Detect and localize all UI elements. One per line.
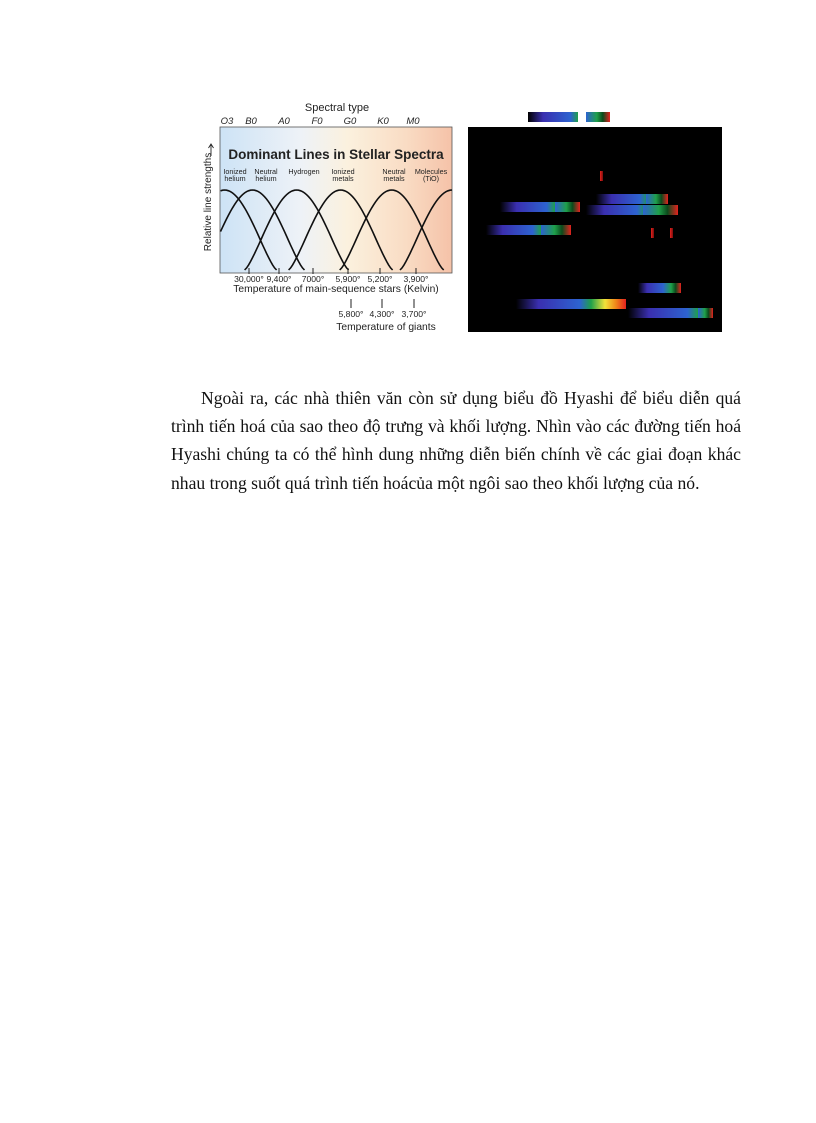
spectrum-band [596,194,648,204]
series-label: Neutral [382,167,406,176]
series-label: Molecules [414,167,448,176]
spectrum-band [541,225,571,235]
series-label-line2: metals [383,174,405,183]
spectral-type-label: K0 [377,116,389,127]
chart-canvas [200,98,458,336]
series-label: Hydrogen [288,167,320,176]
spectrum-band [663,283,681,293]
spectrum-band [698,308,713,318]
stellar-spectra-image [468,127,722,332]
y-axis-label: Relative line strengths [203,152,214,252]
spectrum-band [516,299,591,309]
temperature-label: 30,000° [234,274,264,284]
series-label-line2: metals [332,174,354,183]
spectrum-band [600,171,603,181]
spectrum-band [486,225,541,235]
spectral-type-label: G0 [343,116,357,127]
temperature-label: 3,900° [403,274,429,284]
series-label-line2: (TiO) [422,174,440,183]
series-label-line2: helium [255,174,277,183]
spectral-type-ticks [221,116,421,127]
spectrum-band [586,112,610,122]
giant-temperature-label: 5,800° [338,309,364,319]
x-axis-label: Temperature of main-sequence stars (Kelvin) [233,284,439,295]
spectrum-band [651,228,654,238]
temperature-label: 5,200° [367,274,393,284]
spectrum-band [591,299,626,309]
stellar-spectra-figure [200,98,724,336]
spectrum-band [646,194,668,204]
giant-temperature-label: 3,700° [401,309,427,319]
top-axis-label: Spectral type [304,102,370,114]
body-paragraph: Ngoài ra, các nhà thiên văn còn sử dụng biểu đồ Hyashi để biểu diễn quá trình tiến hoá của sao theo độ trưng và khối lượng. Nhìn vào các đường tiến hoá Hyashi chúng ta có thể hình dung những diễn biến chính về các giai đoạn khác nhau trong suốt quá trình tiến hoácủa một ngôi sao theo khối lượng của nó. [171,387,741,493]
giants-axis-label: Temperature of giants [336,322,436,333]
spectral-type-label: B0 [245,116,257,127]
spectral-type-label: F0 [311,116,323,127]
temperature-label: 7000° [301,274,325,284]
spectrum-band [500,202,555,212]
spectral-type-label: A0 [278,116,290,127]
spectrum-band [670,228,673,238]
temperature-label: 5,900° [335,274,361,284]
dominant-lines-chart [200,98,458,336]
spectrum-band [586,205,646,215]
chart-title: Dominant Lines in Stellar Spectra [228,147,444,162]
series-label: Ionized [331,167,355,176]
series-label: Ionized [223,167,247,176]
spectrum-band [528,112,578,122]
giant-temperature-label: 4,300° [369,309,395,319]
series-label-line2: helium [224,174,246,183]
spectral-type-label: M0 [406,116,420,127]
series-label: Neutral [254,167,278,176]
spectrum-band [555,202,580,212]
temperature-label: 9,400° [266,274,292,284]
spectrum-band [628,308,698,318]
spectral-type-label: O3 [220,116,234,127]
spectrum-band [643,205,678,215]
giant-temperature-ticks [339,299,427,319]
